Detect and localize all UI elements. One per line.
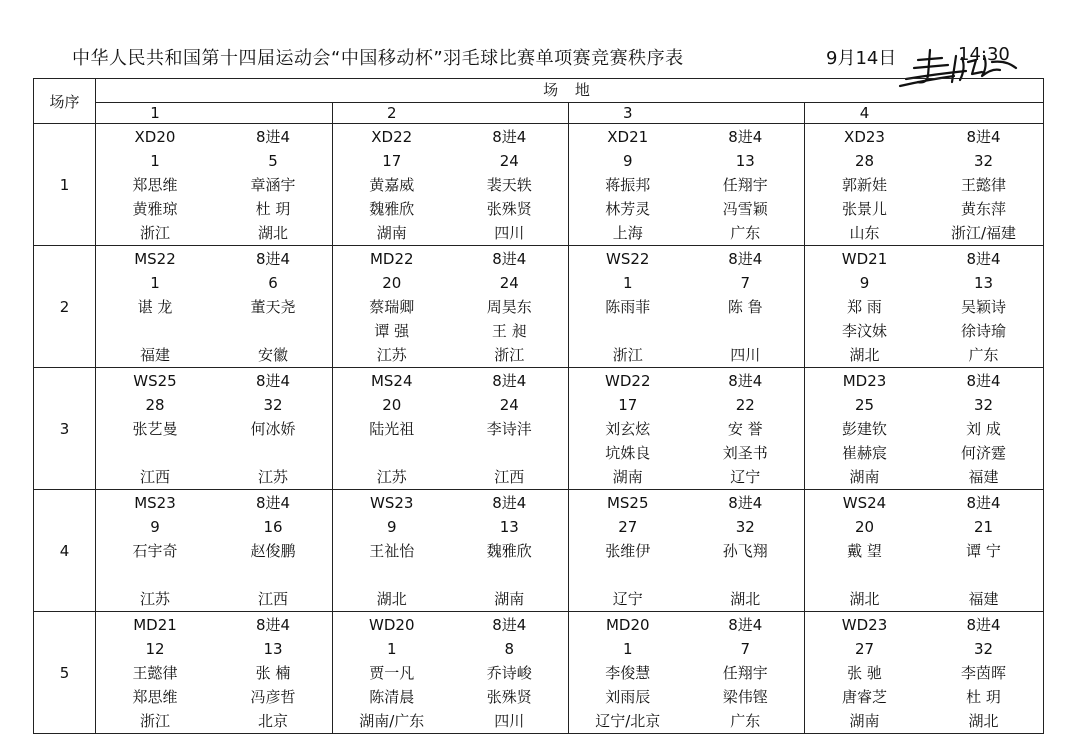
event-left: MD22 [369,250,414,268]
team-right: 辽宁 [730,468,761,486]
event-left: WS23 [370,494,414,512]
player1-right: 李茵晖 [961,664,1007,682]
draw-right: 32 [735,518,755,536]
event-right: 8进4 [966,372,1001,390]
player1-right: 何冰娇 [250,420,296,438]
team-left: 浙江 [139,224,170,242]
team-right: 江苏 [257,468,288,486]
match-info [805,368,1043,489]
event-right: 8进4 [728,494,763,512]
player1-right: 章涵宇 [250,176,296,194]
player1-right: 任翔宇 [722,176,768,194]
player2-left [569,319,687,343]
player2-left: 坑姝良 [605,444,651,462]
player2-right: 徐诗瑜 [961,322,1007,340]
draw-left: 20 [382,396,402,414]
event-right: 8进4 [966,128,1001,146]
player2-right [214,319,332,343]
team-left: 浙江 [139,712,170,730]
draw-right: 13 [499,518,519,536]
team-right: 江西 [494,468,525,486]
court-header-3 [569,103,805,124]
court-number: 1 [150,104,160,122]
player2-left: 李汶妹 [842,322,888,340]
match-date: 9月14日 [826,48,897,69]
team-right: 江西 [257,590,288,608]
player2-left [96,441,214,465]
player1-right: 谭 宁 [966,542,1001,560]
player2-right [214,441,332,465]
team-left: 湖南 [376,224,407,242]
player1-right: 张 楠 [255,664,291,682]
team-right: 福建 [968,468,999,486]
team-right: 福建 [968,590,999,608]
match-info [96,490,332,611]
player1-left: 陈雨菲 [605,298,651,316]
match-info [333,368,568,489]
draw-left: 28 [145,396,165,414]
player2-right [451,441,569,465]
team-left: 上海 [612,224,643,242]
event-right: 8进4 [492,372,527,390]
event-left: WD22 [605,372,651,390]
team-left: 湖北 [376,590,407,608]
draw-right: 5 [268,152,278,170]
player2-right: 冯彦哲 [250,688,296,706]
player2-left: 魏雅欣 [369,200,415,218]
draw-left: 25 [854,396,875,414]
match-cell-court-1 [96,612,333,734]
player1-left: 石宇奇 [132,542,178,560]
match-cell-court-4 [805,246,1044,368]
match-info [569,490,804,611]
event-left: XD20 [134,128,176,146]
draw-left: 9 [859,274,870,292]
match-cell-court-2 [333,246,569,368]
draw-left: 20 [854,518,875,536]
court-number: 2 [386,104,397,122]
event-left: XD22 [371,128,413,146]
player1-left: 陆光祖 [369,420,415,438]
player2-right: 黄东萍 [961,200,1007,218]
draw-left: 27 [854,640,875,658]
match-time: 14:30 [958,44,1010,65]
draw-right: 22 [735,396,755,414]
event-right: 8进4 [255,372,291,390]
match-info [333,246,568,367]
player2-left: 崔赫宸 [842,444,888,462]
draw-right: 6 [268,274,278,292]
player2-right: 杜 玥 [966,688,1001,706]
draw-left: 1 [386,640,397,658]
draw-right: 8 [504,640,515,658]
team-right: 四川 [494,712,525,730]
team-left: 湖北 [849,590,880,608]
player2-right [687,563,805,587]
draw-left: 1 [622,274,633,292]
event-right: 8进4 [492,250,527,268]
match-cell-court-1 [96,368,333,490]
match-info [805,612,1043,733]
event-right: 8进4 [966,494,1001,512]
match-cell-court-3 [569,124,805,246]
player1-left: 王懿律 [132,664,178,682]
draw-left: 20 [382,274,402,292]
match-info [569,368,804,489]
player2-right [451,563,569,587]
venue-header: 场 地 [96,79,1044,103]
player2-left [96,319,214,343]
team-left: 辽宁/北京 [595,712,661,730]
player1-left: 蔡瑞卿 [369,298,415,316]
player2-left: 张景儿 [842,200,888,218]
team-right: 浙江 [494,346,525,364]
match-info [96,124,332,245]
player1-right: 任翔宇 [722,664,768,682]
team-left: 山东 [849,224,880,242]
court-header-4 [805,103,1044,124]
player1-right: 安 誉 [727,420,763,438]
player2-left: 林芳灵 [605,200,651,218]
match-cell-court-3 [569,612,805,734]
player2-right: 张殊贤 [486,688,532,706]
team-left: 江苏 [139,590,170,608]
draw-right: 13 [973,274,994,292]
event-right: 8进4 [255,494,291,512]
draw-right: 13 [263,640,283,658]
match-order: 5 [34,612,96,734]
player2-right [214,563,332,587]
event-right: 8进4 [728,128,763,146]
match-order: 3 [34,368,96,490]
player1-left: 彭建钦 [842,420,888,438]
team-left: 辽宁 [612,590,643,608]
team-right: 湖北 [730,590,761,608]
event-right: 8进4 [492,128,527,146]
draw-right: 24 [499,152,519,170]
player1-left: 刘玄炫 [605,420,651,438]
court-header-1 [96,103,333,124]
player1-right: 裴天轶 [486,176,532,194]
player2-right: 张殊贤 [486,200,532,218]
draw-left: 27 [618,518,638,536]
match-info [805,246,1043,367]
team-right: 四川 [730,346,761,364]
court-number: 4 [859,104,870,122]
team-right: 北京 [257,712,288,730]
draw-right: 7 [740,640,751,658]
match-order: 4 [34,490,96,612]
match-cell-court-2 [333,368,569,490]
player1-left: 张艺曼 [132,420,178,438]
court-number: 3 [622,104,633,122]
draw-left: 17 [618,396,638,414]
player2-left: 谭 强 [374,322,410,340]
team-left: 江苏 [376,346,407,364]
player2-right: 杜 玥 [255,200,291,218]
match-info [569,246,804,367]
schedule-row [34,368,1044,490]
match-cell-court-2 [333,490,569,612]
page-title: 中华人民共和国第十四届运动会“中国移动杯”羽毛球比赛单项赛竞赛秩序表 [72,48,684,69]
match-order: 1 [34,124,96,246]
event-left: WS22 [606,250,650,268]
player1-left: 黄嘉威 [369,176,415,194]
player1-left: 李俊慧 [605,664,651,682]
draw-left: 1 [150,274,160,292]
event-right: 8进4 [492,616,527,634]
match-info [96,368,332,489]
event-right: 8进4 [492,494,527,512]
player1-left: 郭新娃 [842,176,888,194]
match-cell-court-1 [96,124,333,246]
player2-left [805,563,924,587]
match-info [96,246,332,367]
player1-right: 李诗沣 [486,420,532,438]
match-cell-court-4 [805,124,1044,246]
event-left: MS23 [134,494,176,512]
player2-left: 郑思维 [132,688,178,706]
draw-left: 9 [622,152,633,170]
player2-right [687,319,805,343]
match-info [569,124,804,245]
player1-left: 谌 龙 [137,298,173,316]
event-right: 8进4 [255,616,291,634]
player1-left: 张 驰 [847,664,882,682]
event-left: MD21 [133,616,177,634]
team-left: 湖南 [849,468,880,486]
player2-left [333,441,451,465]
match-cell-court-4 [805,368,1044,490]
player1-right: 吴颖诗 [961,298,1007,316]
player2-right: 冯雪颖 [722,200,768,218]
draw-right: 32 [263,396,283,414]
match-cell-court-2 [333,124,569,246]
player1-left: 蒋振邦 [605,176,651,194]
court-header-2 [333,103,569,124]
team-left: 浙江 [612,346,643,364]
player1-left: 王祉怡 [369,542,415,560]
player1-right: 刘 成 [966,420,1001,438]
match-order: 2 [34,246,96,368]
match-info [333,490,568,611]
player2-left: 刘雨辰 [605,688,651,706]
player1-left: 郑思维 [132,176,178,194]
player1-left: 戴 望 [847,542,882,560]
event-left: WD21 [841,250,888,268]
team-left: 湖北 [849,346,880,364]
player2-right: 何济霆 [961,444,1007,462]
draw-left: 17 [382,152,402,170]
team-left: 湖南 [849,712,880,730]
event-right: 8进4 [728,250,763,268]
draw-left: 9 [386,518,397,536]
draw-right: 16 [263,518,283,536]
event-left: WS24 [842,494,887,512]
match-cell-court-1 [96,246,333,368]
event-left: MS24 [370,372,413,390]
match-info [333,124,568,245]
player1-right: 周昊东 [486,298,532,316]
player2-left [569,563,687,587]
team-left: 湖南 [612,468,643,486]
schedule-row [34,246,1044,368]
event-right: 8进4 [728,372,763,390]
player1-right: 魏雅欣 [486,542,532,560]
schedule-row [34,124,1044,246]
event-right: 8进4 [966,250,1001,268]
draw-left: 28 [854,152,875,170]
player2-left [96,563,214,587]
team-left: 江苏 [376,468,407,486]
team-left: 福建 [139,346,170,364]
order-column-header: 场序 [34,79,96,124]
draw-left: 1 [150,152,160,170]
match-cell-court-3 [569,490,805,612]
team-right: 湖北 [257,224,288,242]
player1-right: 乔诗峻 [486,664,532,682]
team-right: 湖南 [494,590,525,608]
match-info [96,612,332,733]
match-info [569,612,804,733]
player2-right [924,563,1043,587]
event-left: MS25 [606,494,649,512]
player1-left: 贾一凡 [369,664,415,682]
player1-right: 陈 鲁 [727,298,763,316]
player2-left: 陈清晨 [369,688,415,706]
event-left: WD23 [841,616,888,634]
draw-right: 24 [499,396,519,414]
player2-right: 刘圣书 [722,444,768,462]
schedule-table [33,78,1044,734]
player2-left: 黄雅琼 [132,200,178,218]
team-right: 安徽 [257,346,288,364]
draw-right: 32 [973,396,994,414]
match-cell-court-1 [96,490,333,612]
team-left: 江西 [139,468,170,486]
match-cell-court-4 [805,612,1044,734]
event-left: XD21 [607,128,649,146]
player2-left: 唐睿芝 [842,688,888,706]
team-right: 广东 [730,712,761,730]
team-right: 四川 [494,224,525,242]
match-cell-court-4 [805,490,1044,612]
event-left: WD20 [369,616,415,634]
team-right: 广东 [730,224,761,242]
draw-left: 12 [145,640,165,658]
match-info [333,612,568,733]
player1-right: 董天尧 [250,298,296,316]
schedule-row [34,612,1044,734]
player1-right: 王懿律 [961,176,1007,194]
player2-right: 梁伟铿 [722,688,768,706]
event-right: 8进4 [966,616,1001,634]
draw-right: 7 [740,274,751,292]
team-right: 浙江/福建 [950,224,1017,242]
event-left: MD23 [842,372,887,390]
event-left: XD23 [844,128,885,146]
draw-right: 24 [499,274,519,292]
player1-right: 赵俊鹏 [250,542,296,560]
draw-right: 32 [973,152,994,170]
player1-right: 孙飞翔 [722,542,768,560]
match-cell-court-2 [333,612,569,734]
event-left: MD20 [605,616,650,634]
match-info [805,490,1043,611]
draw-left: 1 [622,640,633,658]
player1-left: 郑 雨 [847,298,882,316]
draw-right: 13 [735,152,755,170]
player1-left: 张维伊 [605,542,651,560]
match-info [805,124,1043,245]
match-cell-court-3 [569,368,805,490]
team-left: 湖南/广东 [359,712,425,730]
event-left: WS25 [133,372,177,390]
event-right: 8进4 [255,128,291,146]
player2-right: 王 昶 [491,322,527,340]
event-left: MS22 [134,250,176,268]
team-right: 广东 [968,346,999,364]
match-cell-court-3 [569,246,805,368]
draw-left: 9 [150,518,160,536]
draw-right: 32 [973,640,994,658]
event-right: 8进4 [255,250,291,268]
player2-left [333,563,451,587]
schedule-row [34,490,1044,612]
event-right: 8进4 [728,616,763,634]
team-right: 湖北 [968,712,999,730]
draw-right: 21 [973,518,994,536]
